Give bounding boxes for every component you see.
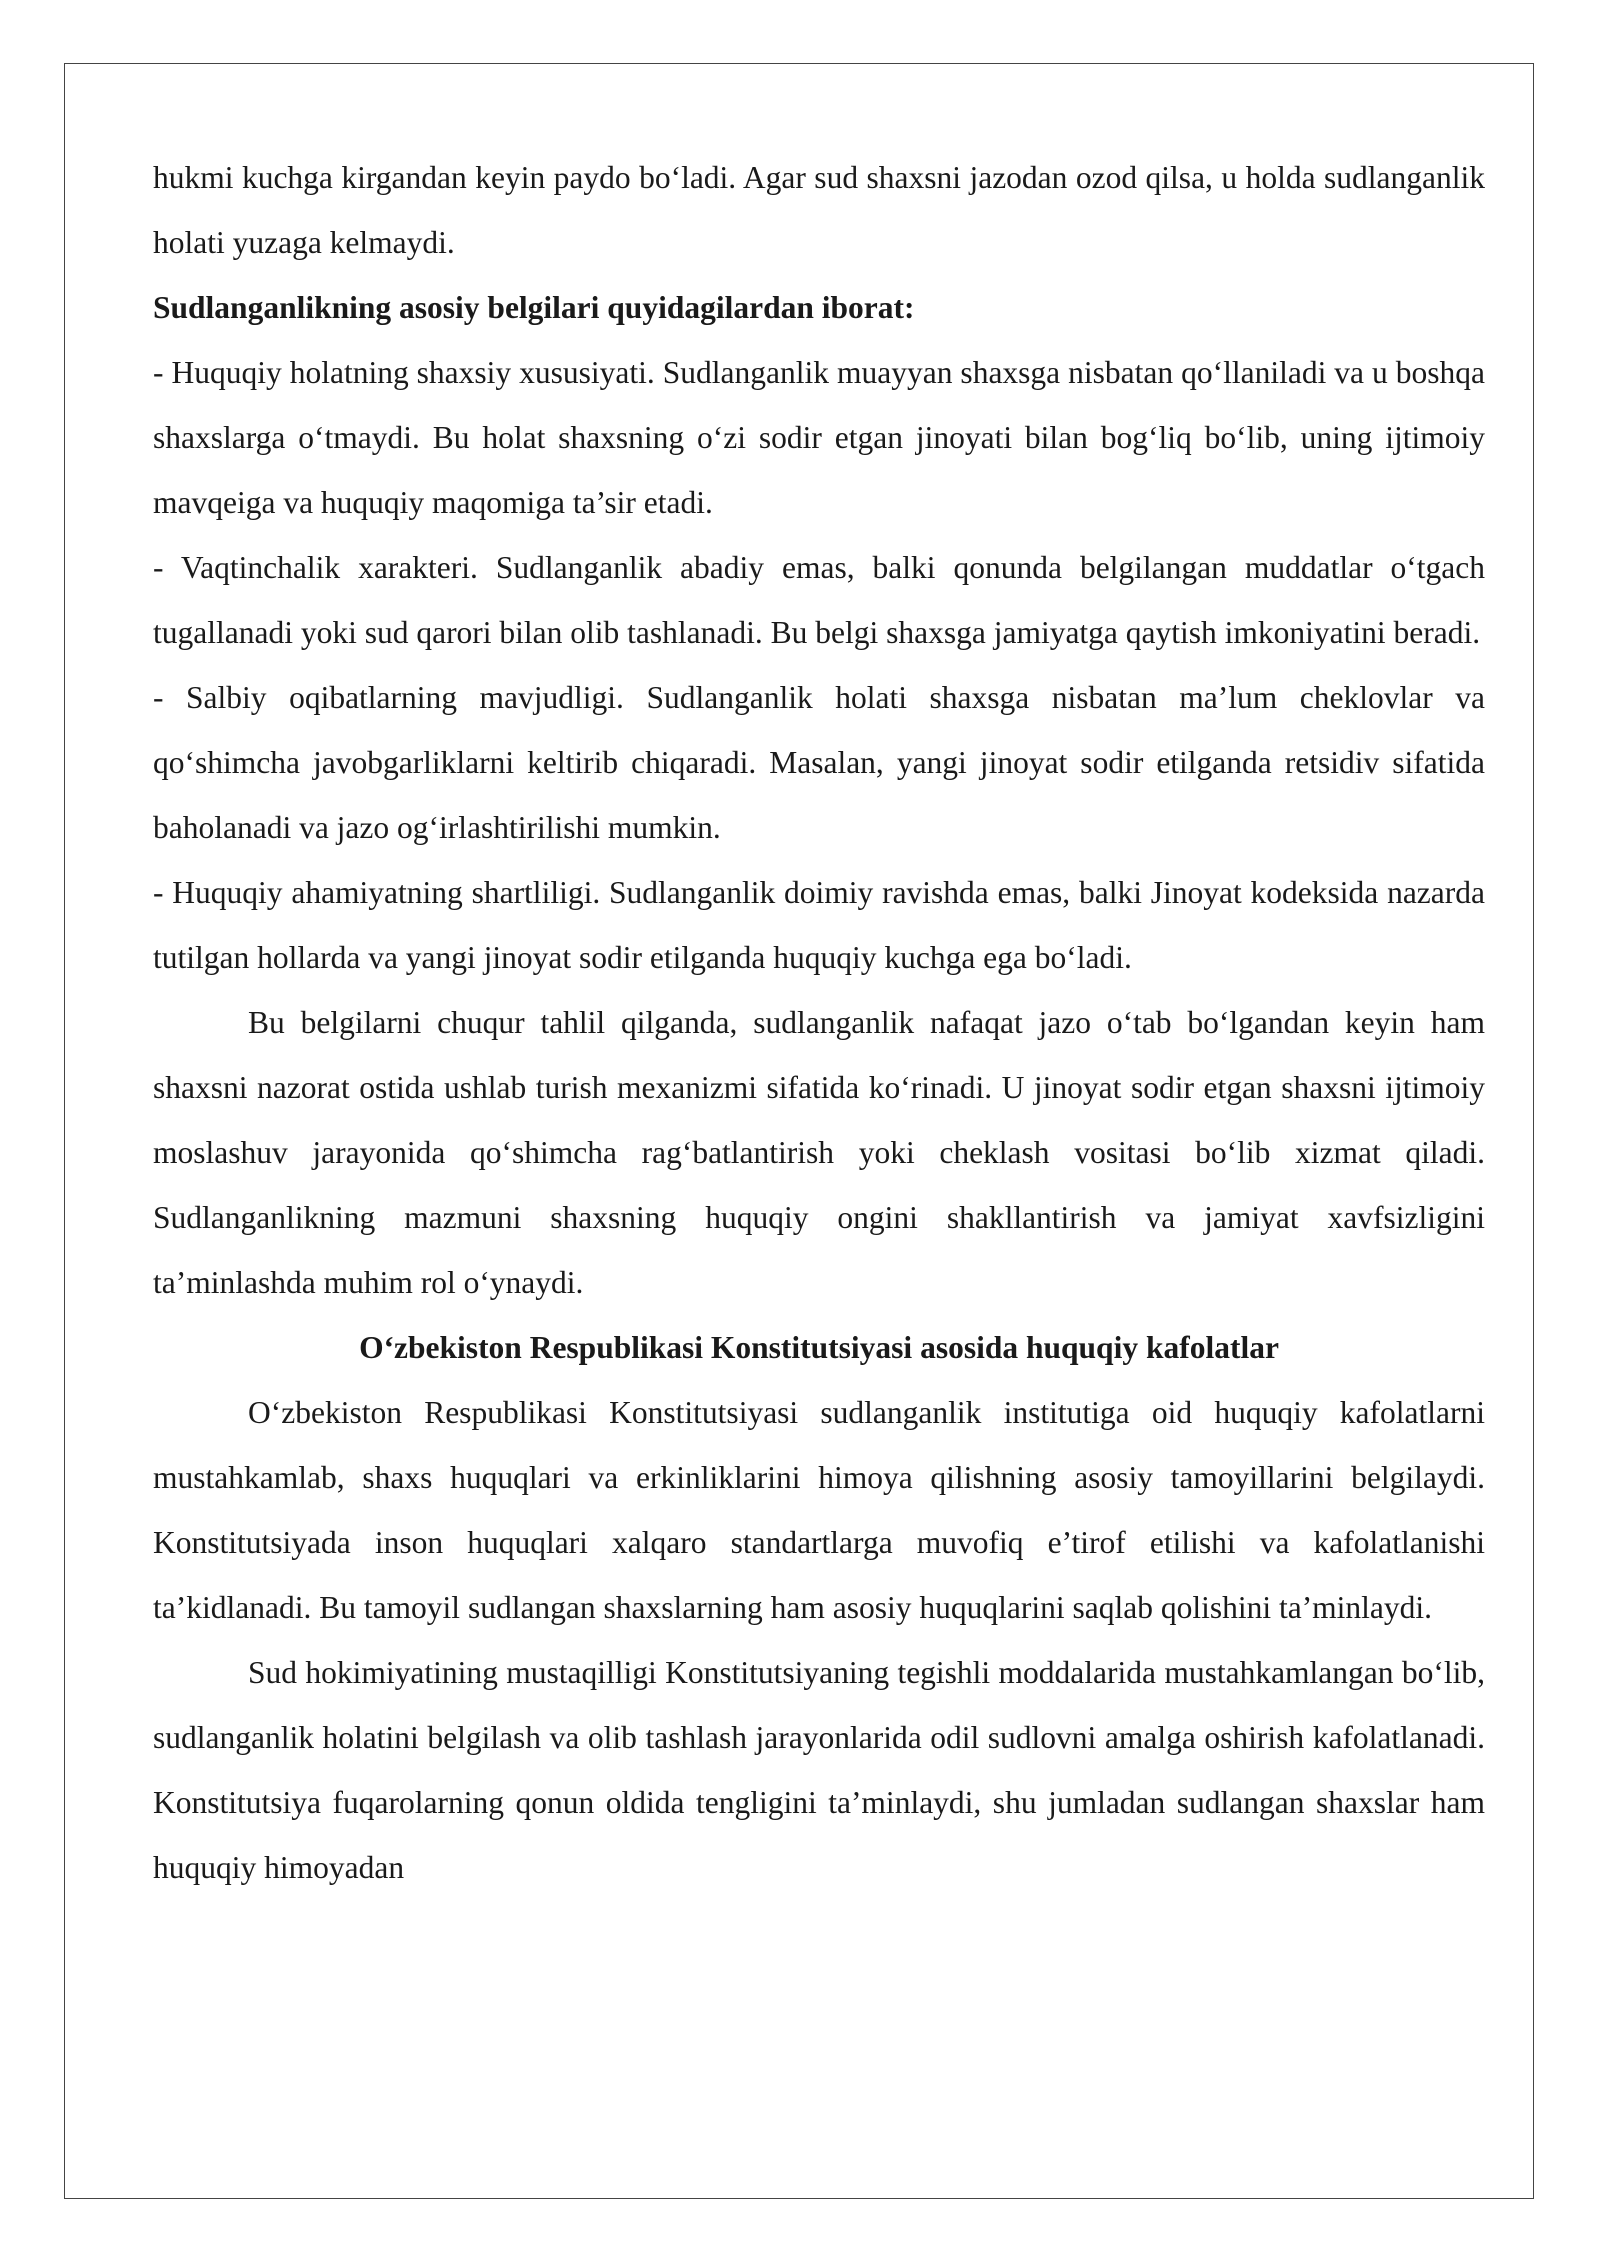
section-heading-constitution: O‘zbekiston Respublikasi Konstitutsiyasi asosida huquqiy kafolatlar <box>359 1330 1279 1365</box>
list-item-conditional-significance: - Huquqiy ahamiyatning shartliligi. Sudlanganlik doimiy ravishda emas, balki Jinoyat kodeksida nazarda tutilgan hollarda va yangi jinoyat sodir etilganda huquqiy kuchga ega bo‘ladi. <box>153 875 1485 975</box>
list-item-personal-nature: - Huquqiy holatning shaxsiy xususiyati. Sudlanganlik muayyan shaxsga nisbatan qo‘llaniladi va u boshqa shaxslarga o‘tmaydi. Bu holat shaxsning o‘zi sodir etgan jinoyati bilan bog‘liq bo‘lib, uning ijtimoiy mavqeiga va huquqiy maqomiga ta’sir etadi. <box>153 355 1485 520</box>
section-subheading: Sudlanganlikning asosiy belgilari quyidagilardan iborat: <box>153 290 915 325</box>
list-item-negative-consequences: - Salbiy oqibatlarning mavjudligi. Sudlanganlik holati shaxsga nisbatan ma’lum cheklovlar va qo‘shimcha javobgarliklarni keltirib chiqaradi. Masalan, yangi jinoyat sodir etilganda retsidiv sifatida baholanadi va jazo og‘irlashtirilishi mumkin. <box>153 680 1485 845</box>
paragraph-analysis: Bu belgilarni chuqur tahlil qilganda, sudlanganlik nafaqat jazo o‘tab bo‘lgandan keyin ham shaxsni nazorat ostida ushlab turish mexanizmi sifatida ko‘rinadi. U jinoyat sodir etgan shaxsni ijtimoiy moslashuv jarayonida qo‘shimcha rag‘batlantirish yoki cheklash vositasi bo‘lib xizmat qiladi. Sudlanganlikning mazmuni shaxsning huquqiy ongini shakllantirish va jamiyat xavfsizligini ta’minlashda muhim rol o‘ynaydi. <box>153 1005 1485 1300</box>
document-body <box>153 145 1485 1900</box>
paragraph-judicial-independence: Sud hokimiyatining mustaqilligi Konstitutsiyaning tegishli moddalarida mustahkamlangan bo‘lib, sudlanganlik holatini belgilash va olib tashlash jarayonlarida odil sudlovni amalga oshirish kafolatlanadi. Konstitutsiya fuqarolarning qonun oldida tengligini ta’minlaydi, shu jumladan sudlangan shaxslar ham huquqiy himoyadan <box>153 1655 1485 1885</box>
paragraph-constitution-guarantees: O‘zbekiston Respublikasi Konstitutsiyasi sudlanganlik institutiga oid huquqiy kafolatlarni mustahkamlab, shaxs huquqlari va erkinliklarini himoya qilishning asosiy tamoyillarini belgilaydi. Konstitutsiyada inson huquqlari xalqaro standartlarga muvofiq e’tirof etilishi va kafolatlanishi ta’kidlanadi. Bu tamoyil sudlangan shaxslarning ham asosiy huquqlarini saqlab qolishini ta’minlaydi. <box>153 1395 1485 1625</box>
paragraph-continuation: hukmi kuchga kirgandan keyin paydo bo‘ladi. Agar sud shaxsni jazodan ozod qilsa, u holda sudlanganlik holati yuzaga kelmaydi. <box>153 160 1485 260</box>
list-item-temporary-nature: - Vaqtinchalik xarakteri. Sudlanganlik abadiy emas, balki qonunda belgilangan muddatlar o‘tgach tugallanadi yoki sud qarori bilan olib tashlanadi. Bu belgi shaxsga jamiyatga qaytish imkoniyatini beradi. <box>153 550 1485 650</box>
